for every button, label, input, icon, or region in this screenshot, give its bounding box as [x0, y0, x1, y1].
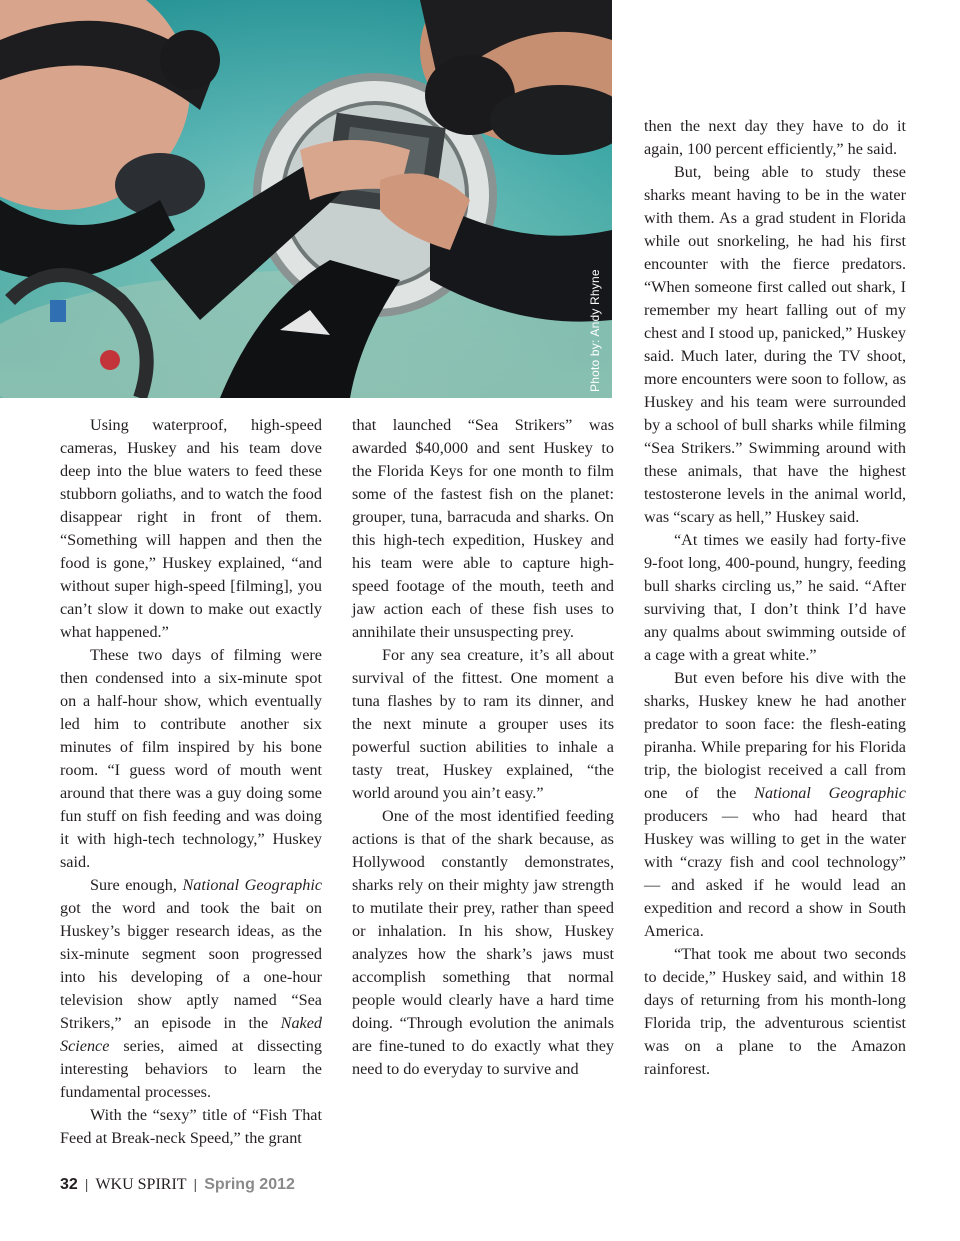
paragraph-text: For any sea creature, it’s all about survival of the fittest. One moment a tuna flashes by to ram its dinner, and the next minute a grouper uses its powerful suction abilities to inhale a tasty treat, Huskey explained, “the world around you ain’t easy.” — [352, 646, 614, 802]
paragraph — [644, 943, 906, 1081]
paragraph — [60, 1104, 322, 1150]
paragraph-text: These two days of filming were then condensed into a six-minute spot on a half-hour show, which eventually led him to contribute another six minutes of film inspired by his bone room. “I guess word of mouth went around that there was a guy doing some fun stuff on fish feeding and was doing it with high-tech technology,” Huskey said. — [60, 646, 322, 871]
paragraph-text: “At times we easily had forty-five 9-foot long, 400-pound, hungry, feeding bull sharks circling us,” he said. “After surviving that, I don’t think I’d have any qualms about swimming outside of a cage with a great white.” — [644, 531, 906, 664]
paragraph-text: got the word and took the bait on Huskey’s bigger research ideas, as the six-minute segment soon progressed into his developing of a one-hour television show aptly named “Sea Strikers,” an episode in the — [60, 899, 322, 1032]
paragraph-text: then the next day they have to do it again, 100 percent efficiently,” he said. — [644, 117, 906, 158]
divers-illustration — [0, 0, 612, 398]
paragraph — [60, 644, 322, 874]
paragraph-text: producers — who had heard that Huskey was willing to get in the water with “crazy fish and cool technology” — and asked if he would lead an expedition and record a show in South America. — [644, 807, 906, 940]
series-title: Naked Science — [60, 1014, 322, 1055]
paragraph-text: But, being able to study these sharks meant having to be in the water with them. As a grad student in Florida while out snorkeling, he had his first encounter with the fierce predators. “When someone first called out shark, I remember my heart falling out of my chest and I stood up, panicked,” Huskey said. Much later, during the TV shoot, more encounters were soon to follow, as Huskey and his team were surrounded by a school of bull sharks while filming “Sea Strikers.” Swimming around with these animals, that have the highest testosterone levels in the animal world, was “scary as hell,” Huskey said. — [644, 163, 906, 526]
column-2 — [352, 414, 614, 1081]
paragraph-text: Using waterproof, high-speed cameras, Huskey and his team dove deep into the blue waters to feed these stubborn goliaths, and to watch the food disappear right in front of them. “Something will happen and then the food is gone,” Huskey explained, “and without super high-speed [filming], you can’t slow it down to make out exactly what happened.” — [60, 416, 322, 641]
photo-credit: Photo by: Andy Rhyne — [588, 269, 602, 392]
paragraph — [352, 644, 614, 805]
issue-label: Spring 2012 — [204, 1176, 295, 1193]
paragraph — [644, 667, 906, 943]
footer-separator: | — [193, 1176, 198, 1192]
paragraph-text: With the “sexy” title of “Fish That Feed at Break-neck Speed,” the grant — [60, 1106, 322, 1147]
paragraph — [352, 414, 614, 644]
paragraph-text: “That took me about two seconds to decide,” Huskey said, and within 18 days of returning from his month-long Florida trip, the adventurous scientist was on a plane to the Amazon rainforest. — [644, 945, 906, 1078]
magazine-name: WKU SPIRIT — [95, 1176, 187, 1193]
paragraph-text: series, aimed at dissecting interesting behaviors to learn the fundamental processes. — [60, 1037, 322, 1101]
paragraph — [352, 805, 614, 1081]
paragraph-text: One of the most identified feeding actions is that of the shark because, as Hollywood constantly demonstrates, sharks rely on their mighty jaw strength to mutilate their prey, rather than speed or inhalation. In his show, Huskey analyzes how the shark’s jaws must accomplish something that normal people would clearly have a hard time doing. “Through evolution the animals are fine-tuned to do exactly what they need to do everyday to survive and — [352, 807, 614, 1078]
publication-title: National Geographic — [182, 876, 322, 894]
publication-title: National Geographic — [754, 784, 906, 802]
footer-separator: | — [84, 1176, 89, 1192]
paragraph-text: that launched “Sea Strikers” was awarded $40,000 and sent Huskey to the Florida Keys for one month to film some of the fastest fish on the planet: grouper, tuna, barracuda and sharks. On this high-tech expedition, Huskey and his team were able to capture high-speed footage of the mouth, teeth and jaw action each of these fish uses to annihilate their unsuspecting prey. — [352, 416, 614, 641]
page-number: 32 — [60, 1176, 78, 1193]
paragraph — [644, 161, 906, 529]
column-1 — [60, 414, 322, 1150]
paragraph — [644, 529, 906, 667]
paragraph — [644, 115, 906, 161]
paragraph-text: But even before his dive with the sharks, Huskey knew he had another predator to soon face: the flesh-eating piranha. While preparing for his Florida trip, the biologist received a call from one of the — [644, 669, 906, 802]
paragraph — [60, 874, 322, 1104]
paragraph-text: Sure enough, — [90, 876, 183, 894]
paragraph — [60, 414, 322, 644]
page-footer — [60, 1176, 295, 1194]
column-3 — [644, 115, 906, 1081]
underwater-photo — [0, 0, 612, 398]
